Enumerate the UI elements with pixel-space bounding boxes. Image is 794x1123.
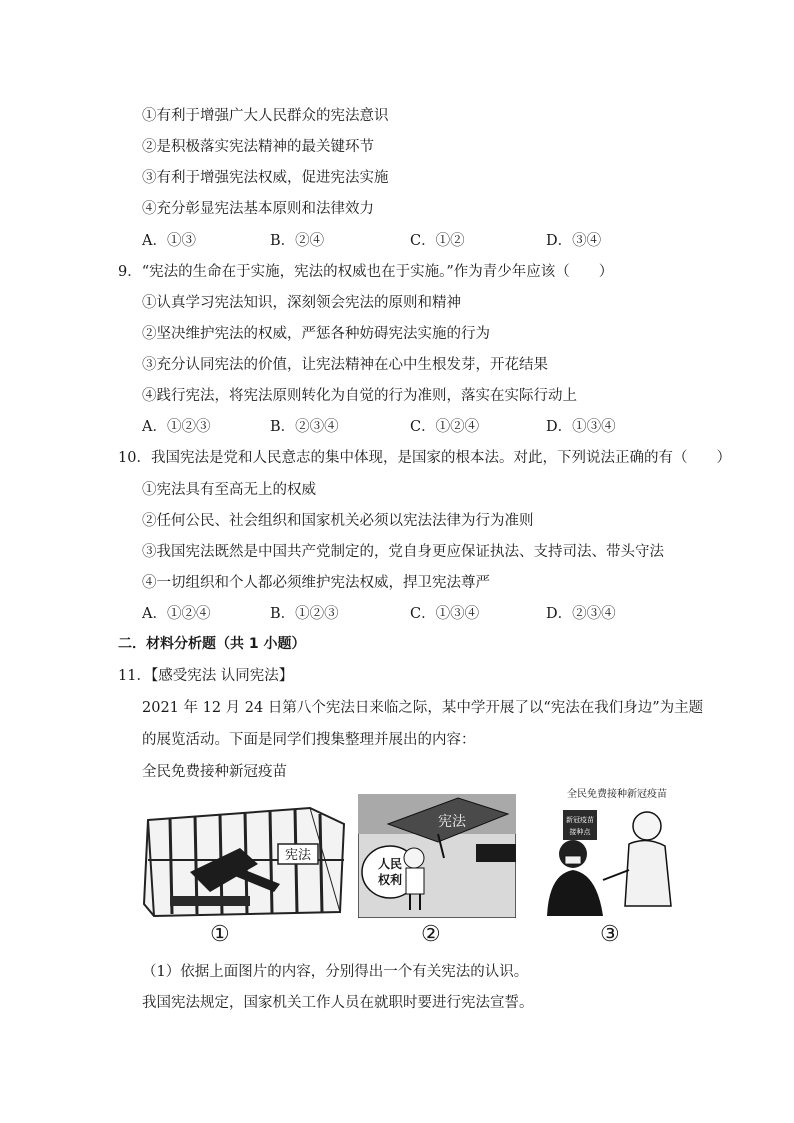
q10-option-b: B．①②③: [270, 606, 339, 622]
q9-item-3: ③充分认同宪法的价值，让宪法精神在心中生根发芽，开花结果: [142, 357, 548, 373]
q9-item-1: ①认真学习宪法知识，深刻领会宪法的原则和精神: [142, 295, 461, 311]
q8-option-c: C．①②: [410, 233, 465, 249]
picture-3-sign-line-2: 接种点: [569, 828, 591, 836]
q11-para-line-1: 2021 年 12 月 24 日第八个宪法日来临之际，某中学开展了以“宪法在我们身边”为主题: [142, 700, 704, 716]
q9-option-c: C．①②④: [410, 419, 480, 435]
picture-vaccination: [537, 784, 697, 920]
picture-3-sign-line-1: 新冠疫苗: [566, 816, 594, 824]
picture-2-bubble-line-1: 人民: [377, 857, 403, 871]
q10-item-1: ①宪法具有至高无上的权威: [142, 482, 316, 498]
q10-item-4: ④一切组织和个人都必须维护宪法权威，捍卫宪法尊严: [142, 575, 490, 591]
q8-item-4: ④充分彰显宪法基本原则和法律效力: [142, 201, 374, 217]
picture-umbrella-child: [358, 794, 516, 918]
picture-3-title: 全民免费接种新冠疫苗: [567, 789, 667, 800]
q8-options: [142, 229, 662, 251]
q9-item-2: ②坚决维护宪法的权威，严惩各种妨碍宪法实施的行为: [142, 326, 490, 342]
section-title: 二．材料分析题（共 1 小题）: [118, 636, 306, 652]
picture-3-caption: ③: [600, 922, 620, 947]
q11-head: 11．【感受宪法 认同宪法】: [118, 668, 294, 684]
q10-option-a: A．①②④: [142, 606, 211, 622]
q9-item-4: ④践行宪法，将宪法原则转化为自觉的行为准则，落实在实际行动上: [142, 388, 577, 404]
q9-option-b: B．②③④: [270, 419, 339, 435]
q8-item-3: ③有利于增强宪法权威，促进宪法实施: [142, 170, 389, 186]
q10-option-d: D．②③④: [546, 606, 616, 622]
q11-sub-question-1: （1）依据上面图片的内容，分别得出一个有关宪法的认识。: [142, 964, 529, 980]
picture-2-caption: ②: [421, 922, 441, 947]
q10-item-2: ②任何公民、社会组织和国家机关必须以宪法法律为行为准则: [142, 513, 534, 529]
picture-2-bubble-line-2: 权利: [377, 873, 403, 887]
q8-item-1: ①有利于增强广大人民群众的宪法意识: [142, 108, 389, 124]
picture-2-book-label: 宪法: [438, 814, 466, 830]
q11-line-3: 全民免费接种新冠疫苗: [142, 764, 287, 780]
q11-last-line: 我国宪法规定，国家机关工作人员在就职时要进行宪法宣誓。: [142, 995, 534, 1011]
q8-option-a: A．①③: [142, 233, 196, 249]
q10-options: [142, 602, 662, 624]
q8-option-b: B．②④: [270, 233, 325, 249]
q9-option-a: A．①②③: [142, 419, 211, 435]
picture-gavel-cage: [140, 800, 346, 918]
q10-option-c: C．①③④: [410, 606, 480, 622]
q11-para-line-2: 的展览活动。下面是同学们搜集整理并展出的内容：: [142, 732, 476, 748]
picture-1-caption: ①: [210, 922, 230, 947]
q9-options: [142, 415, 662, 437]
q8-option-d: D．③④: [546, 233, 602, 249]
q10-item-3: ③我国宪法既然是中国共产党制定的，党自身更应保证执法、支持司法、带头守法: [142, 544, 664, 560]
q8-item-2: ②是积极落实宪法精神的最关键环节: [142, 139, 374, 155]
q10-stem: 10．我国宪法是党和人民意志的集中体现，是国家的根本法。对此，下列说法正确的有（ ）: [118, 450, 731, 466]
q9-option-d: D．①③④: [546, 419, 616, 435]
picture-1-label: 宪法: [284, 848, 312, 863]
q9-stem: 9．“宪法的生命在于实施，宪法的权威也在于实施。”作为青少年应该（ ）: [118, 264, 614, 280]
